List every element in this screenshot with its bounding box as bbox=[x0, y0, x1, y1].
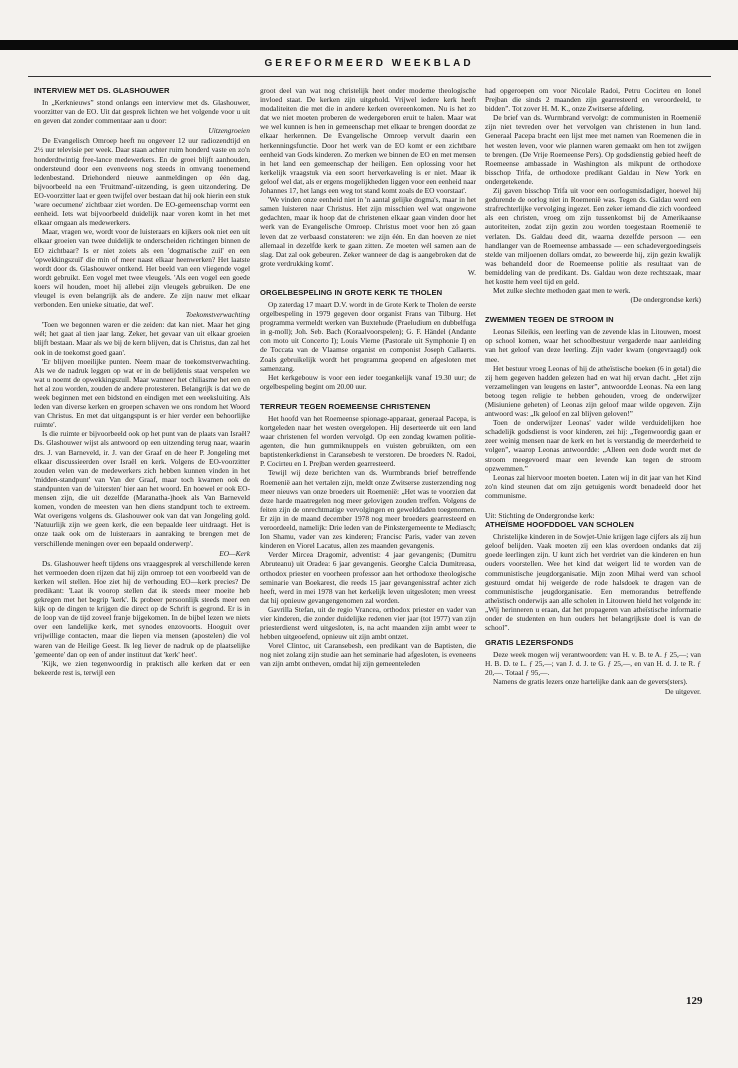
paragraph: Namens de gratis lezers onze hartelijke dank aan de gevers(sters). bbox=[493, 677, 688, 687]
paragraph: 'Er blijven moeilijke punten. Neem maar de toekomstverwachting. Als we de nadruk leggen op wat er in de belijdenis staat verspelen we wat u noemt de opwekkingszuil. Maar wanneer het chiliasme het een en het al zou worden, zouden de andere protesteren. Belangrijk is dat we de week beginnen met een bidstond en eindigen met een weeksluiting. Als leden van diverse kerken en groepen schaven we ons rondom het Woord van Christus. En met dat uitgangspunt is er hier verder een behoorlijke ruimte'. bbox=[34, 356, 250, 430]
masthead: GEREFORMEERD WEEKBLAD bbox=[264, 58, 474, 69]
subheading-eo-kerk: EO—Kerk bbox=[219, 548, 250, 558]
source-line: Uit: Stichting de Ondergrondse kerk: bbox=[485, 511, 595, 521]
paragraph: Het hoofd van het Roemeense spionage-apparaat, generaal Pacepa, is kortgeleden naar het westen overgelopen. Hij deserteerde uit een land waar christenen fel worden vervolgd. Op een zondag kwamen politie-agenten, die hun gummiknuppels en vuisten gebruikten, om een baptistenkerkdienst in Caransebesh te verstoren. De broeders N. Radoi, P. Cocirteu en I. Prejban werden gearresteerd. bbox=[260, 413, 476, 469]
article-heading-lezersfonds: GRATIS LEZERSFONDS bbox=[485, 638, 574, 648]
paragraph: Tewijl wij deze berichten van ds. Wurmbrands brief betreffende Roemenië aan het vertalen zijn, meldt onze Zwitserse zusterzending nog meer nieuws van onze broeders uit Roemenië: „Het was te voorzien dat deze harde maatregelen nog meer gelovigen zouden treffen. Volgens de feiten zijn de onrechtmatige vervolgingen en gewelddaden toegenomen. Er zijn in de maand december 1978 nog meer broeders gearresteerd en veroordeeld, namelijk: Drie leden van de Pinkstergemeente te Mediasch; Ion Shamu, vader van zes kinderen; Francisc Paris, vader van zeven kinderen en Viorel Lacatus, allen zes maanden gevangenis. bbox=[260, 468, 476, 551]
paragraph: groot deel van wat nog christelijk heet onder moderne theologische invloed staat. De kerken zijn uitgehold. Vrijwel iedere kerk heeft modaliteiten die met die in andere kerken overeenkomen. Nu is het zo dat we niet moeten proberen de wedergeboren eruit te halen. Maar wat we wel kunnen is hen in gemeenschap met elkaar te brengen doordat ze elkaar herkennen. De Evangelische Omroep vervult daarin een herkenningsfunctie. Door het werk van de EO komt er een zichtbare eenheid van Gods kinderen. Zo merken we binnen de EO en met mensen in het land een gemeenschap der heiligen. Een oplossing voor het kerkelijk vraagstuk via een soort herverkaveling is er niet. Maar ik geloof wel dat, als er ergens mogelijkheden liggen voor een eenheid naar Johannes 17, het langs een weg tot stand komt zoals de EO voorstaat'. bbox=[260, 86, 476, 196]
paragraph: Het bestuur vroeg Leonas of hij de atheïstische boeken (6 in getal) die zij hem gegeven hadden gelezen had en wat hij ervan dacht. „Het zijn verzamelingen van leugens en laster”, antwoordde Leonas. Na een lang betoog tegen religie te hebben gehouden, vroeg de onderwijzer (Misiuniene geheten) of Leonas zijn geloof maar wilde opgeven. Zijn antwoord was: „Ik geloof en zal blijven geloven!” bbox=[485, 363, 701, 419]
paragraph: 'We vinden onze eenheid niet in 'n aantal gelijke dogma's, maar in het samen luisteren naar Christus. Het zijn misschien wel wat ongewone gedachten, maar ik hoop dat de christenen elkaar gaan vinden door het werk van de Evangelische Omroep. Christus moet voor hen zó gaan leven dat ze verbaasd constateren: we zijn één. En dan hoeven ze niet allemaal in dezelfde kerk te gaan zitten. Ze moeten wél samen aan de slag. Dat zal ook gebeuren. Zeker wanneer de dag is aangebroken dat de grote verdrukking komt'. bbox=[260, 195, 476, 268]
article-heading-interview: INTERVIEW MET DS. GLASHOUWER bbox=[34, 86, 170, 95]
paragraph: Op zaterdag 17 maart D.V. wordt in de Grote Kerk te Tholen de eerste orgelbespeling in 1979 gegeven door organist Frans van Tilburg. Het programma vermeldt werken van Buxtehude (Praeludium en dubbelfuga in g-moll); Joh. Seb. Bach (Koraalvoorspelen); G. F. Händel (Andante con moto uit Concerto I); Louis Vierne (Pastorale uit Symphonie I) en de Toccata van de Vlaamse organist en componist Joseph Callaerts. Zoals gebruikelijk wordt het programma geopend en afgesloten met samenzang. bbox=[260, 299, 476, 373]
paragraph: Is die ruimte er bijvoorbeeld ook op het punt van de plaats van Israël? Ds. Glashouwer wijst als antwoord op een uitzending terug naar, waarin drs. J. van Barneveld, ir. J. van der Graaf en de heer P. Jongeling met elkaar discussieerden over Israël en kerk. Volgens de EO-voorzitter zouden velen van de medewerkers zich hebben kunnen vinden in het 'midden-standpunt' van Van der Graaf, maar toch kwamen ook de standpunten van de 'uitersten' hier aan het woord. En hoewel er ook EO-mensen zijn, die uit dezelfde (Maranatha-)hoek als Van Barneveld komen, vonden de meesten van hen diens standpunt toch te extreem. Wat overigens volgens ds. Glashouwer ook van dat van Jongeling gold. 'Natuurlijk zijn we geen kerk, die een bepaalde leer uitdraagt. Het is onze taak ook om de luisteraars in aanraking te brengen met de verschillende meningen over een bepaald onderwerp'. bbox=[34, 429, 250, 548]
paragraph: Zij gaven bisschop Trifa uit voor een oorlogsmisdadiger, hoewel hij gedurende de oorlog niet in Roemenië was. Tegen ds. Galdau werd een strafrechterlijke vervolging ingezet. Een zeker iemand die zich voordeed als een christen, vroeg om zijn tussenkomst bij de Amerikaanse autoriteiten, zodat zijn gezin zou worden toegestaan Roemenië te verlaten. Ds. Galdau deed dit, waarna dezelfde persoon — een handlanger van de Roemeense ambassade — een schadevergoedingseis stelde van miljoenen dollars omdat, zo beweerde hij, zijn gezin kwalijk was behandeld door de Roemeense politie als resultaat van de bemiddeling van de predikant. Ds. Galdau won deze rechtszaak, maar het kostte hem veel tijd en geld. bbox=[485, 186, 701, 286]
paragraph: Toen de onderwijzer Leonas' vader wilde verduidelijken hoe schadelijk godsdienst is voor kinderen, zei hij: „Tegenwoordig gaan er zeer weinig mensen naar de kerk en het is verstandig de meerderheid te volgen”, waarop Leonas antwoordde: „Alleen een dode wordt met de stroom meegevoerd maar een levende kan tegen de stroom opzwemmen.” bbox=[485, 418, 701, 473]
article-heading-orgelbespeling: ORGELBESPELING IN GROTE KERK TE THOLEN bbox=[260, 287, 443, 297]
signature-uitgever: De uitgever. bbox=[664, 686, 701, 696]
paragraph: De Evangelisch Omroep heeft nu ongeveer 12 uur radiozendtijd en 2½ uur televisie per week. Daar staan achter ruim honderd vaste en zo'n honderdtwintig free-lance medewerkers. En de groei blijft aanhouden, ondersteund door een evenveens nog steeds in omvang toenemend ledenbestand. Driehonderd nieuwe aanmeldingen op één dag, bijvoorbeeld na een 'Fruitmand'-uitzending, is geen uitzondering. De EO-voorzitter laat er geen twijfel over bestaan dat hij ook hierin een stuk 'ware oecumene' zichtbaar ziet worden. De EO-gemeenschap vormt een eenheid. Iets wat bijvoorbeeld duidelijk naar voren komt in het met elkaar omgaan als medewerkers. bbox=[34, 136, 250, 228]
paragraph: Maar, vragen we, wordt voor de luisteraars en kijkers ook niet een uit elkaar groeien van twee duidelijk te onderscheiden richtingen binnen de EO zichtbaar? Is er niet zoiets als een 'dogmatische zuil' en een 'opwekkingszuil' die min of meer naast elkaar heenwerken? Het laatste wordt door ds. Glashouwer ontkend. Het beeld van een vliegende vogel wordt gebruikt. Een vogel met twee vleugels. 'Als een vogel een goede koers wil houden, moet hij allebei zijn vleugels gebruiken. De ene vleugel is even belangrijk als de andere. Ze zijn nauw met elkaar verbonden. Een unieke situatie, dat wel'. bbox=[34, 227, 250, 310]
paragraph: 'Kijk, we zien tegenwoordig in praktisch alle kerken dat er een bekeerde rest is, terwijl een bbox=[34, 658, 250, 677]
article-heading-zwemmen: ZWEMMEN TEGEN DE STROOM IN bbox=[485, 315, 614, 325]
paragraph: Vorel Clintoc, uit Caransebesh, een predikant van de Baptisten, die nog niet zolang zijn studie aan het seminarie had afgesloten, is eveneens van zijn ambt ontheven, omdat hij zijn gemeenteleden bbox=[260, 641, 476, 669]
paragraph: De brief van ds. Wurmbrand vervolgt: de communisten in Roemenië zijn niet tevreden over het vervolgen van christenen in hun land. Generaal Pacepa bracht een lijst mee met namen van Roemenen die in het westen leven, voor wie plannen waren gemaakt om hen tot zwijgen te brengen. (De Vrije Roemeense Pers). Op godsdienstig gebied heeft de Roemeense ambassade in Washington als mikpunt de orthodoxe bisschop Trifa, de orthodoxe predikant Galdau in New York en ondergetekende. bbox=[485, 113, 701, 186]
paragraph: 'Toen we begonnen waren er die zeiden: dat kan niet. Maar het ging wél; het gaat al tien jaar lang. Zeker, het gevaar van uit elkaar groeien blijft bestaan. Maar als we bij de kern blijven, dat is Christus, dan zal het ook in de toekomst goed gaan'. bbox=[34, 320, 250, 357]
paragraph: Gavrilla Stefan, uit de regio Vrancea, orthodox priester en vader van vier kinderen, die zonder duidelijke redenen vier jaar (tot 1977) van zijn priesterdienst werd uitgesloten, is, na acht maanden zijn ambt weer te hebben uitgeoefend, opnieuw uit zijn ambt ontzet. bbox=[260, 604, 476, 642]
masthead-rule bbox=[28, 76, 711, 77]
subheading-uitzengroeien: Uitzengroeien bbox=[208, 126, 250, 136]
paragraph: Christelijke kinderen in de Sowjet-Unie krijgen lage cijfers als zij hun geloof belijden. Vaak moeten zij een klas overdoen ondanks dat zij goede leerlingen zijn. U kunt zich het verdriet van die kinderen en hun ouders voorstellen. Wee het kind dat weigert lid te worden van de communistische jeugdorganisatie. Mijn zoon Mihai werd van school gestuurd omdat hij weigerde de rode halsdoek te dragen van de communistische jeugdorganisatie. Een memorandus betreffende atheïstisch onderwijs aan alle scholen in Litouwen hield het volgende in: „Wij herinneren u eraan, dat het propageren van atheïstische informatie onder de studenten en hun ouders het belangrijkste doel is van de school”. bbox=[485, 532, 701, 633]
paragraph: had opgeroepen om voor Nicolale Radoi, Petru Cocirteu en Ionel Prejban die sinds 2 maanden zijn gearresteerd en veroordeeld, te bidden”. Tot zover H. M. K., onze Zwitserse afdeling. bbox=[485, 86, 701, 114]
subheading-toekomstverwachting: Toekomstverwachting bbox=[185, 310, 250, 320]
column-1 bbox=[34, 86, 250, 1021]
paragraph: Ds. Glashouwer heeft tijdens ons vraaggesprek al verschillende keren het vermoeden doen rijzen dat hij zijn omroep tot een voorbeeld van de kerken wil stellen. Hoe ziet hij de verhouding EO—kerk precies? De predikant: 'Laat ik voorop stellen dat ik steeds meer moeite heb gekregen met het begrip 'kerk'. Ik probeer persoonlijk steeds meer een kijk op de dingen te krijgen die direct op de Schrift is gegrond. Er is in de loop van de tijd zoveel franje bijgekomen. In de bijbel lezen we niets over een landelijke kerk, met synodes enzovoorts. Hooguit over vrijwillige contacten, maar die liepen via mensen (apostelen) die vol waren van de Heilige Geest. Ik leg liever de nadruk op de plaatselijke 'gemeente' dan op een of ander instituut dat 'kerk' heet'. bbox=[34, 558, 250, 659]
paragraph: Leonas Sileikis, een leerling van de zevende klas in Litouwen, moest op school komen, waar het schoolbestuur vergaderde naar aanleiding van het geloof van deze leerling. Zijn vader kwam (ongevraagd) ook mee. bbox=[485, 327, 701, 364]
source-ondergrondse-kerk: (De ondergrondse kerk) bbox=[630, 295, 701, 305]
page-number: 129 bbox=[686, 995, 703, 1007]
signature-w: W. bbox=[467, 267, 476, 277]
top-black-bar bbox=[0, 40, 738, 50]
article-heading-terreur: TERREUR TEGEN ROEMEENSE CHRISTENEN bbox=[260, 401, 431, 411]
paragraph: Deze week mogen wij verantwoorden: van H. v. B. te A. ƒ 25,—; van H. B. D. te L. ƒ 25,—; van J. d. J. te G. ƒ 25,—, en van H. d. J. te R. ƒ 20,—. Totaal ƒ 95,—. bbox=[485, 650, 701, 678]
paragraph: Het kerkgebouw is voor een ieder toegankelijk vanaf 19.30 uur; de orgelbespeling begint om 20.00 uur. bbox=[260, 372, 476, 391]
paragraph: In „Kerknieuws” stond onlangs een interview met ds. Glashouwer, voorzitter van de EO. Uit dat gesprek lichten we het volgende voor u uit en geven dat zonder commentaar aan u door: bbox=[34, 98, 250, 126]
column-2 bbox=[260, 86, 476, 936]
column-3 bbox=[485, 86, 701, 1021]
paragraph: Verder Mircea Dragomir, adventist: 4 jaar gevangenis; (Dumitru Abruteanu) uit Oradea: 6 jaar gevangenis. Georghe Calcia Dumitreasa, orthodox priester en voorheen professor aan het orthodoxe theologische seminarie van Boekarest, die reeds 15 jaar gevangenisstraf achter zich heeft, werd in mei 1978 van het kerkelijk leven uitgesloten; men vreest dat hij opnieuw gevangengenomen zal worden. bbox=[260, 550, 476, 605]
paragraph: Met zulke slechte methoden gaat men te werk. bbox=[493, 286, 631, 296]
paragraph: Leonas zal hiervoor moeten boeten. Laten wij in dit jaar van het Kind zo'n kind steunen dat om zijn getuigenis wordt benadeeld door het communisme. bbox=[485, 472, 701, 500]
article-heading-atheisme: ATHEÏSME HOOFDDOEL VAN SCHOLEN bbox=[485, 520, 634, 530]
